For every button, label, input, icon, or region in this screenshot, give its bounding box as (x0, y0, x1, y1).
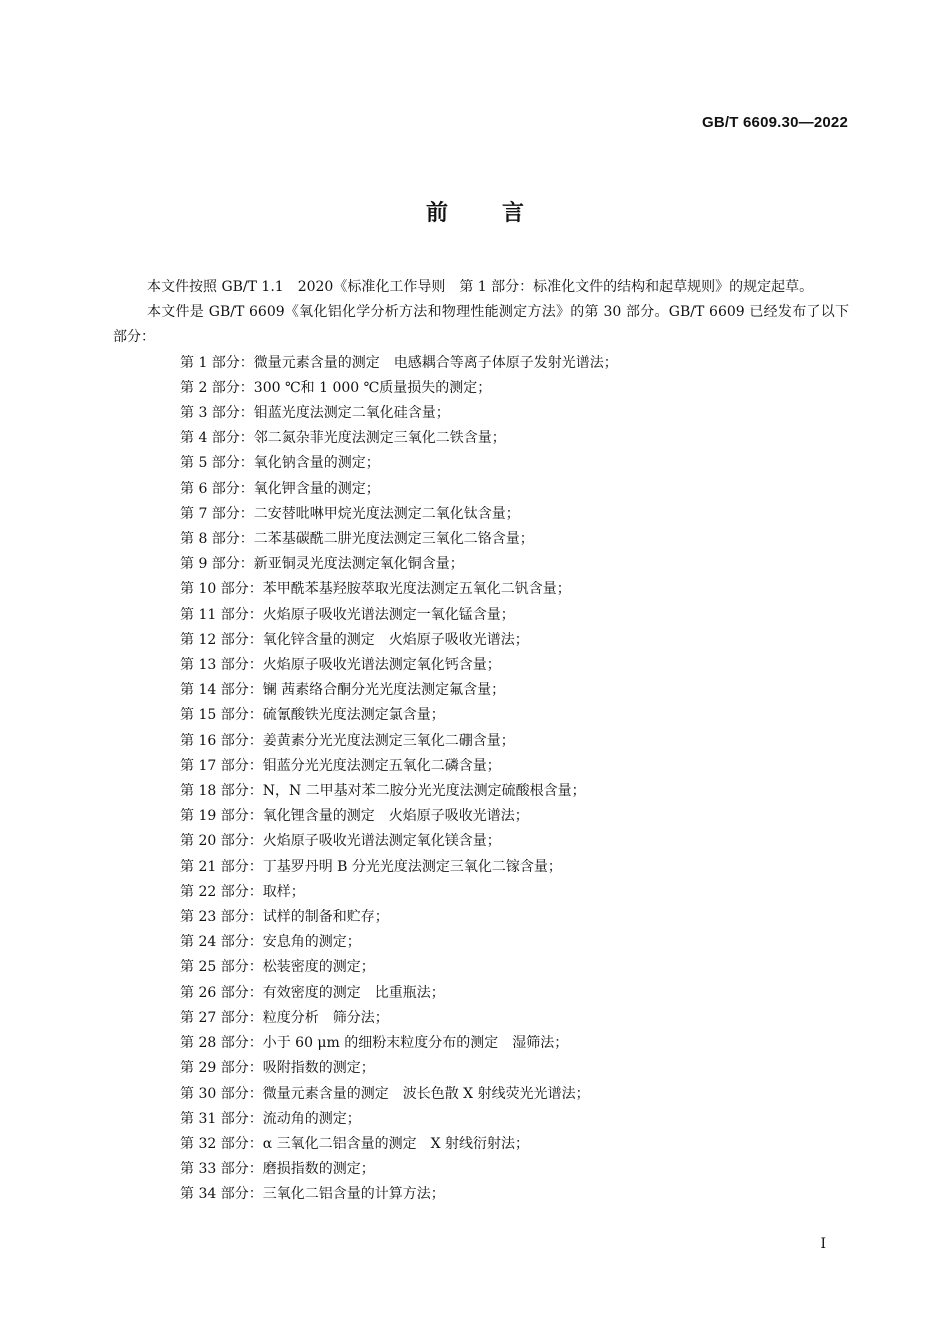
list-item: 第 29 部分：吸附指数的测定； (180, 1060, 375, 1077)
list-item: 第 12 部分：氧化锌含量的测定 火焰原子吸收光谱法； (180, 631, 529, 648)
list-item: 第 14 部分：镧 茜素络合酮分光光度法测定氟含量； (180, 682, 506, 699)
list-item: 第 7 部分：二安替吡啉甲烷光度法测定二氧化钛含量； (180, 505, 520, 522)
list-item: 第 34 部分：三氧化二铝含量的计算方法； (180, 1186, 445, 1203)
list-item: 第 22 部分：取样； (180, 883, 305, 900)
list-item: 第 11 部分：火焰原子吸收光谱法测定一氧化锰含量； (180, 606, 515, 623)
list-item: 第 18 部分：N，N 二甲基对苯二胺分光光度法测定硫酸根含量； (180, 783, 586, 800)
list-item: 第 33 部分：磨损指数的测定； (180, 1161, 375, 1178)
list-item: 第 5 部分：氧化钠含量的测定； (180, 455, 380, 472)
list-item: 第 24 部分：安息角的测定； (180, 934, 361, 951)
list-item: 第 1 部分：微量元素含量的测定 电感耦合等离子体原子发射光谱法； (180, 354, 618, 371)
series-intro-paragraph: 本文件是 GB/T 6609《氧化铝化学分析方法和物理性能测定方法》的第 30 部分。GB/T 6609 已经发布了以下部分： (113, 304, 849, 346)
list-item: 第 30 部分：微量元素含量的测定 波长色散 X 射线荧光光谱法； (180, 1085, 590, 1102)
list-item: 第 4 部分：邻二氮杂菲光度法测定三氧化二铁含量； (180, 430, 506, 447)
list-item: 第 31 部分：流动角的测定； (180, 1110, 361, 1127)
list-item: 第 3 部分：钼蓝光度法测定二氧化硅含量； (180, 405, 450, 422)
list-item: 第 32 部分：α 三氧化二铝含量的测定 X 射线衍射法； (180, 1135, 530, 1152)
list-item: 第 13 部分：火焰原子吸收光谱法测定氧化钙含量； (180, 657, 501, 674)
document-body (113, 275, 849, 1208)
list-item: 第 10 部分：苯甲酰苯基羟胺萃取光度法测定五氧化二钒含量； (180, 581, 571, 598)
list-item: 第 25 部分：松装密度的测定； (180, 959, 375, 976)
standard-code: GB/T 6609.30—2022 (702, 114, 848, 131)
parts-list (113, 351, 849, 1208)
list-item: 第 19 部分：氧化锂含量的测定 火焰原子吸收光谱法； (180, 808, 529, 825)
list-item: 第 21 部分：丁基罗丹明 B 分光光度法测定三氧化二镓含量； (180, 858, 562, 875)
list-item: 第 8 部分：二苯基碳酰二肼光度法测定三氧化二铬含量； (180, 531, 534, 548)
list-item: 第 23 部分：试样的制备和贮存； (180, 909, 389, 926)
list-item: 第 9 部分：新亚铜灵光度法测定氧化铜含量； (180, 556, 464, 573)
page-number: I (820, 1236, 826, 1252)
list-item: 第 28 部分：小于 60 μm 的细粉末粒度分布的测定 湿筛法； (180, 1035, 569, 1052)
list-item: 第 6 部分：氧化钾含量的测定； (180, 480, 380, 497)
list-item: 第 26 部分：有效密度的测定 比重瓶法； (180, 984, 445, 1001)
list-item: 第 20 部分：火焰原子吸收光谱法测定氧化镁含量； (180, 833, 501, 850)
list-item: 第 17 部分：钼蓝分光光度法测定五氧化二磷含量； (180, 757, 501, 774)
page-title: 前言 (425, 201, 578, 226)
list-item: 第 16 部分：姜黄素分光光度法测定三氧化二硼含量； (180, 732, 515, 749)
list-item: 第 2 部分：300 ℃和 1 000 ℃质量损失的测定； (180, 379, 492, 396)
list-item: 第 15 部分：硫氰酸铁光度法测定氯含量； (180, 707, 445, 724)
drafting-rule-paragraph: 本文件按照 GB/T 1.1 2020《标准化工作导则 第 1 部分：标准化文件的结构和起草规则》的规定起草。 (147, 279, 814, 295)
list-item: 第 27 部分：粒度分析 筛分法； (180, 1009, 389, 1026)
